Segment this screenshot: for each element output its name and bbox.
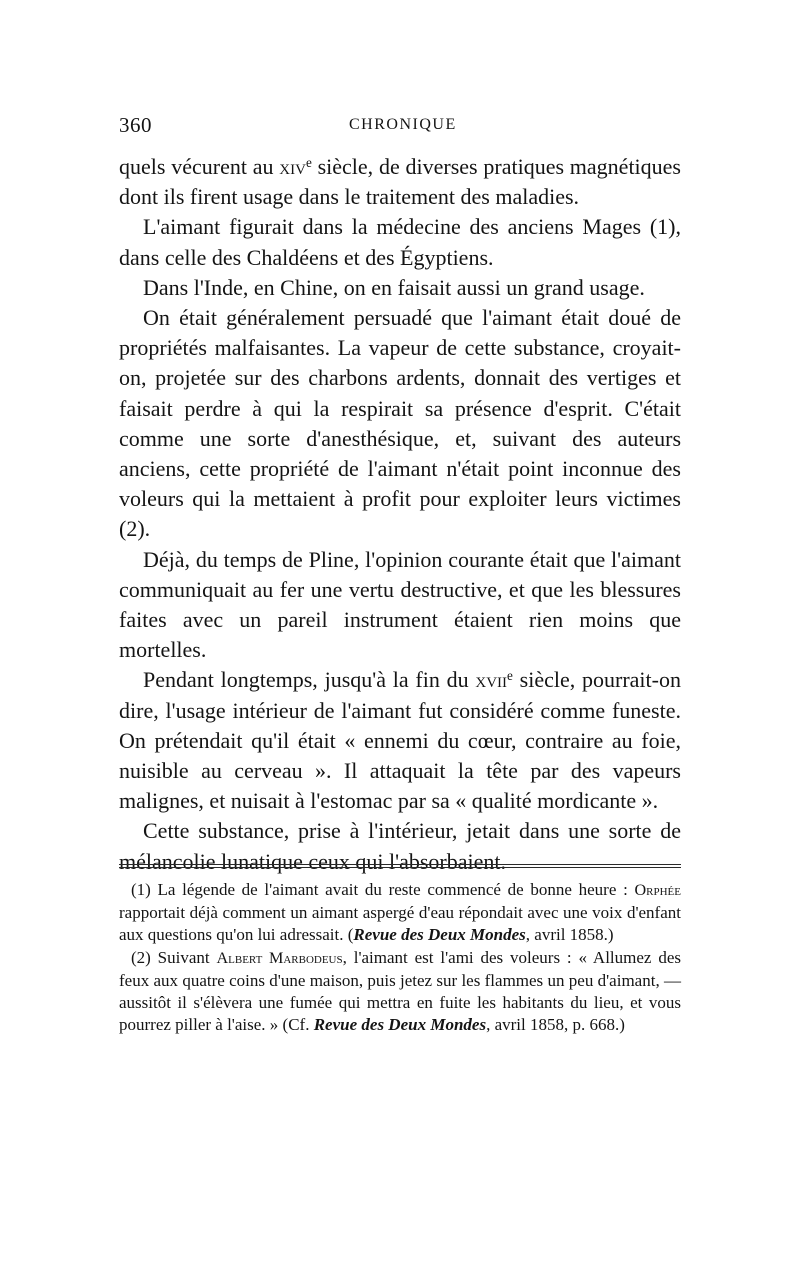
running-title: CHRONIQUE xyxy=(349,116,457,133)
page-number: 360 xyxy=(119,113,152,137)
century-numeral: xiv xyxy=(279,155,306,179)
source-title: Revue des Deux Mondes xyxy=(353,924,526,944)
author-name: Orphée xyxy=(634,882,681,899)
footnote-separator xyxy=(119,864,681,868)
superscript: e xyxy=(305,154,312,170)
paragraph-3: Dans l'Inde, en Chine, on en faisait aussi un grand usage. xyxy=(143,274,645,300)
footnote-2: (2) Suivant Albert Marbodeus, l'aimant est l'ami des voleurs : « Allumez des feux aux quatre coins d'une maison, puis jetez sur les flammes un peu d'aimant, — aussitôt il s'élèvera une fumée qui mettra en fuite les habitants du lieu, et vous pourrez piller à l'aise. » (Cf. Revue des Deux Mondes, avril 1858, p. 668.) xyxy=(119,948,681,1034)
paragraph-5: Déjà, du temps de Pline, l'opinion courante était que l'aimant communiquait au fer une vertu destructive, et que les blessures faites avec un pareil instrument étaient rien moins que mortelles. xyxy=(119,546,681,663)
author-name: Albert Marbodeus xyxy=(216,950,343,968)
paragraph-7: Cette substance, prise à l'intérieur, jetait dans une sorte de mélancolie lunatique ceux qui l'absorbaient. xyxy=(119,818,681,874)
superscript: e xyxy=(507,668,513,684)
paragraph-2: L'aimant figurait dans la médecine des anciens Mages (1), dans celle des Chaldéens et des Égyptiens. xyxy=(119,214,681,270)
paragraph-6: Pendant longtemps, jusqu'à la fin du xvii$^e$ siècle, pourrait-on dire, l'usage intérieur de l'aimant fut considéré comme funeste. On prétendait qu'il était « ennemi du cœur, contraire au foie, nuisible au cerveau ». Il attaquait la tête par des vapeurs malignes, et nuisait à l'estomac par sa « qualité mordicante ». xyxy=(119,667,681,814)
body-text xyxy=(119,152,681,877)
paragraph-1: quels vécurent au xiv$^e$ siècle, de diverses pratiques magnétiques dont ils firent usage dans le traitement des maladies. xyxy=(119,154,681,210)
century-numeral: xvii xyxy=(475,668,508,693)
source-title: Revue des Deux Mondes xyxy=(313,1014,487,1034)
footnotes xyxy=(119,879,681,1036)
paragraph-4: On était généralement persuadé que l'aimant était doué de propriétés malfaisantes. La vapeur de cette substance, croyait-on, projetée sur des charbons ardents, donnait des vertiges et faisait perdre à qui la respirait sa présence d'esprit. C'était comme une sorte d'anesthésique, et, suivant des auteurs anciens, cette propriété de l'aimant n'était point inconnue des voleurs qui la mettaient à profit pour exploiter leurs victimes (2). xyxy=(119,305,681,542)
running-head xyxy=(119,113,679,143)
footnote-1: (1) La légende de l'aimant avait du reste commencé de bonne heure : Orphée rapportait déjà comment un aimant aspergé d'eau répondait avec une voix d'enfant aux questions qu'on lui adressait. (Revue des Deux Mondes, avril 1858.) xyxy=(119,880,681,944)
